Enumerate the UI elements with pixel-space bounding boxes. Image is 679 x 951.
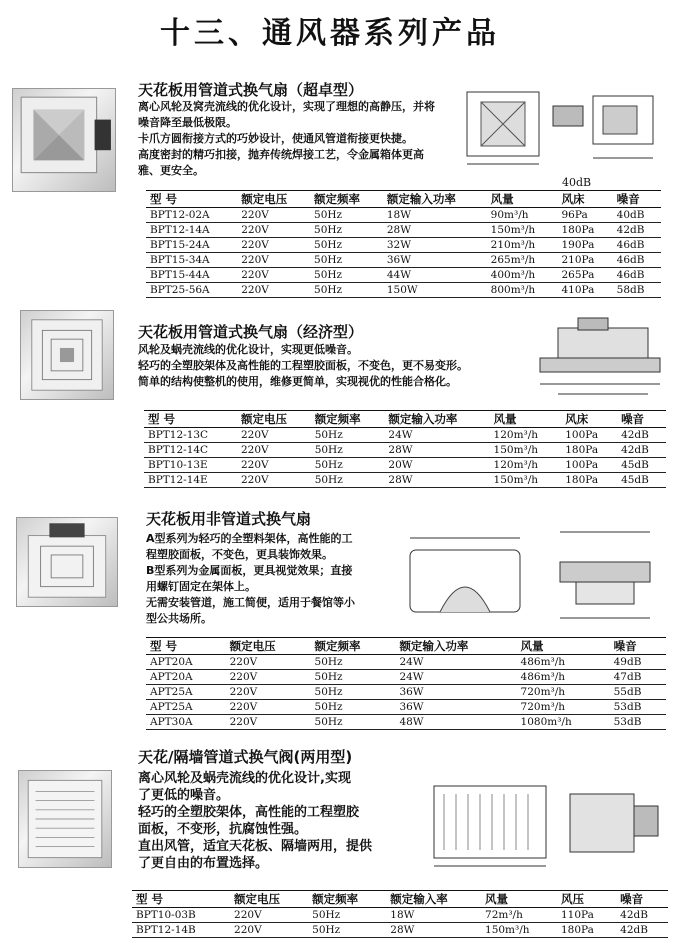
table-cell: 24W: [395, 670, 516, 685]
product-photo-3: [16, 517, 118, 607]
col-header: 额定频率: [311, 411, 385, 428]
table-cell: 50Hz: [311, 458, 385, 473]
desc-line: 面板，不变形，抗腐蚀性强。: [138, 822, 308, 837]
table-cell: 220V: [237, 428, 311, 443]
spec-table-3: [146, 637, 666, 730]
col-header: 风压: [557, 891, 616, 908]
section-desc-1: [138, 99, 458, 179]
table-cell: 220V: [237, 208, 310, 223]
table-header-row: [146, 638, 666, 655]
col-header: 型 号: [146, 191, 237, 208]
table-cell: 48W: [395, 715, 516, 730]
section-desc-3: [146, 531, 386, 627]
table-cell: 50Hz: [308, 923, 386, 938]
table-cell: 100Pa: [561, 428, 617, 443]
col-header: 风量: [517, 638, 610, 655]
desc-line: A型系列为轻巧的全塑料架体，高性能的工: [146, 532, 353, 545]
table-cell: 220V: [226, 670, 311, 685]
table-cell: 50Hz: [310, 283, 383, 298]
table-cell: 49dB: [610, 655, 666, 670]
table-row: [146, 715, 666, 730]
table-cell: 50Hz: [308, 908, 386, 923]
table-cell: 53dB: [610, 715, 666, 730]
desc-line: 噪音降至最低极限。: [138, 116, 237, 129]
product-photo-2: [20, 310, 114, 400]
desc-line: 轻巧的全塑胶架体，高性能的工程塑胶: [138, 805, 360, 820]
col-header: 额定输入功率: [383, 191, 487, 208]
table-cell: 20W: [384, 458, 489, 473]
col-header: 噪音: [616, 891, 668, 908]
table-cell: 36W: [383, 253, 487, 268]
table-cell: 24W: [395, 655, 516, 670]
table-row: [144, 473, 666, 488]
table-row: [146, 208, 661, 223]
col-header: 风量: [481, 891, 557, 908]
table-cell: 46dB: [613, 238, 661, 253]
table-cell: 36W: [395, 685, 516, 700]
table-cell: 44W: [383, 268, 487, 283]
section-desc-4: [138, 770, 408, 872]
table-cell: 120m³/h: [490, 428, 562, 443]
table-cell: APT20A: [146, 655, 226, 670]
desc-line: 无需安装管道，施工简便，适用于餐馆等小: [146, 596, 355, 609]
col-header: 风量: [487, 191, 558, 208]
table-row: [144, 428, 666, 443]
col-header: 风床: [557, 191, 612, 208]
table-cell: 410Pa: [557, 283, 612, 298]
desc-line: 简单的结构使整机的使用，维修更简单，实现视优的性能合格化。: [138, 375, 457, 388]
table-cell: 800m³/h: [487, 283, 558, 298]
table-cell: 110Pa: [557, 908, 616, 923]
desc-line: 型公共场所。: [146, 612, 212, 625]
table-row: [146, 283, 661, 298]
table-row: [146, 223, 661, 238]
table-cell: 28W: [384, 473, 489, 488]
dimension-diagram-3: [390, 522, 672, 632]
table-cell: 220V: [226, 715, 311, 730]
section-title-4: 天花/隔墙管道式换气阀(两用型): [138, 748, 353, 766]
table-cell: 210Pa: [557, 253, 612, 268]
col-header: 噪音: [617, 411, 666, 428]
table-cell: 50Hz: [311, 443, 385, 458]
table-cell: 50Hz: [311, 685, 396, 700]
table-cell: 220V: [237, 443, 311, 458]
product-photo-1: [12, 88, 116, 192]
table-row: [146, 655, 666, 670]
table-header-row: [132, 891, 668, 908]
col-header: 额定输入率: [386, 891, 481, 908]
desc-line: 离心风轮及窝壳流线的优化设计，实现了理想的高静压，并将: [138, 100, 435, 113]
col-header: 额定电压: [226, 638, 311, 655]
desc-line: 了更低的噪音。: [138, 788, 230, 803]
table-cell: 220V: [237, 458, 311, 473]
table-cell: BPT25-56A: [146, 283, 237, 298]
table-cell: BPT12-02A: [146, 208, 237, 223]
table-cell: APT25A: [146, 700, 226, 715]
table-cell: 18W: [383, 208, 487, 223]
table-cell: 50Hz: [311, 655, 396, 670]
col-header: 额定电压: [237, 191, 310, 208]
table-cell: BPT12-14C: [144, 443, 237, 458]
col-header: 额定频率: [310, 191, 383, 208]
table-cell: 150m³/h: [481, 923, 557, 938]
table-cell: 45dB: [617, 473, 666, 488]
table-cell: 50Hz: [310, 253, 383, 268]
table-cell: 220V: [226, 700, 311, 715]
section-title-1: 天花板用管道式换气扇（超卓型）: [138, 81, 364, 99]
desc-line: 直出风管，适宜天花板、隔墙两用，提供: [138, 839, 373, 854]
table-cell: 220V: [226, 655, 311, 670]
table-cell: BPT15-44A: [146, 268, 237, 283]
table-cell: 50Hz: [311, 473, 385, 488]
table-cell: 50Hz: [311, 670, 396, 685]
table-cell: BPT10-03B: [132, 908, 230, 923]
table-cell: 190Pa: [557, 238, 612, 253]
col-header: 额定频率: [308, 891, 386, 908]
table-cell: 90m³/h: [487, 208, 558, 223]
table-cell: 720m³/h: [517, 685, 610, 700]
table-cell: 46dB: [613, 268, 661, 283]
table-header-row: [146, 191, 661, 208]
col-header: 噪音: [613, 191, 661, 208]
desc-line: 雅、更安全。: [138, 164, 204, 177]
table-cell: 220V: [230, 923, 308, 938]
table-cell: 32W: [383, 238, 487, 253]
table-cell: BPT12-14B: [132, 923, 230, 938]
spec-table-1: [146, 190, 661, 298]
table-cell: 24W: [384, 428, 489, 443]
section-title-3: 天花板用非管道式换气扇: [146, 510, 312, 528]
table-cell: 50Hz: [310, 208, 383, 223]
table-cell: 180Pa: [561, 443, 617, 458]
table-cell: 55dB: [610, 685, 666, 700]
table-cell: 120m³/h: [490, 458, 562, 473]
table-cell: 50Hz: [310, 238, 383, 253]
dimension-diagram-2: [518, 308, 672, 400]
col-header: 风量: [490, 411, 562, 428]
table-cell: BPT10-13E: [144, 458, 237, 473]
table-cell: 150W: [383, 283, 487, 298]
table-cell: 28W: [384, 443, 489, 458]
col-header: 噪音: [610, 638, 666, 655]
col-header: 额定输入功率: [384, 411, 489, 428]
table-cell: APT30A: [146, 715, 226, 730]
table-cell: 210m³/h: [487, 238, 558, 253]
table-cell: 42dB: [616, 923, 668, 938]
table-cell: BPT12-14A: [146, 223, 237, 238]
table-cell: 36W: [395, 700, 516, 715]
table-cell: 42dB: [616, 908, 668, 923]
table-cell: BPT15-34A: [146, 253, 237, 268]
table-cell: 50Hz: [311, 715, 396, 730]
table-cell: 180Pa: [557, 923, 616, 938]
table-cell: 53dB: [610, 700, 666, 715]
table-cell: 486m³/h: [517, 670, 610, 685]
table-cell: 40dB: [613, 208, 661, 223]
table-cell: 220V: [237, 253, 310, 268]
table-cell: 265m³/h: [487, 253, 558, 268]
table-cell: 220V: [230, 908, 308, 923]
col-header: 额定输入功率: [395, 638, 516, 655]
section-desc-2: [138, 342, 518, 390]
table-row: [146, 700, 666, 715]
table-cell: 46dB: [613, 253, 661, 268]
table-cell: 180Pa: [561, 473, 617, 488]
col-header: 型 号: [146, 638, 226, 655]
table-cell: 400m³/h: [487, 268, 558, 283]
table-cell: 486m³/h: [517, 655, 610, 670]
col-header: 风床: [561, 411, 617, 428]
table-cell: 96Pa: [557, 208, 612, 223]
table-cell: 220V: [237, 223, 310, 238]
table-cell: 720m³/h: [517, 700, 610, 715]
table-cell: BPT12-14E: [144, 473, 237, 488]
col-header: 型 号: [144, 411, 237, 428]
desc-line: B型系列为金属面板，更具视觉效果；直接: [146, 564, 353, 577]
col-header: 型 号: [132, 891, 230, 908]
table-cell: 47dB: [610, 670, 666, 685]
col-header: 额定电压: [237, 411, 311, 428]
page-title: 十三、通风器系列产品: [160, 16, 500, 51]
diagram-caption-1: 40dB: [562, 176, 592, 189]
desc-line: 轻巧的全塑胶架体及高性能的工程塑胶面板，不变色，更不易变形。: [138, 359, 468, 372]
table-cell: 50Hz: [311, 700, 396, 715]
dimension-diagram-1: [453, 78, 671, 178]
desc-line: 离心风轮及蜗壳流线的优化设计,实现: [138, 771, 351, 786]
desc-line: 高度密封的精巧扣接，抛弃传统焊接工艺，令金属箱体更高: [138, 148, 424, 161]
table-cell: 42dB: [613, 223, 661, 238]
spec-table-4: [132, 890, 668, 938]
desc-line: 了更自由的布置选择。: [138, 856, 269, 871]
table-row: [146, 238, 661, 253]
table-header-row: [144, 411, 666, 428]
table-row: [144, 443, 666, 458]
table-cell: 42dB: [617, 443, 666, 458]
section-title-2: 天花板用管道式换气扇（经济型）: [138, 323, 364, 341]
table-cell: 50Hz: [310, 223, 383, 238]
product-photo-4: [18, 770, 112, 868]
table-cell: 50Hz: [311, 428, 385, 443]
table-cell: 72m³/h: [481, 908, 557, 923]
table-row: [144, 458, 666, 473]
table-cell: 220V: [237, 283, 310, 298]
spec-table-2: [144, 410, 666, 488]
table-row: [132, 908, 668, 923]
table-cell: 28W: [386, 923, 481, 938]
table-row: [146, 670, 666, 685]
table-cell: 100Pa: [561, 458, 617, 473]
table-cell: 50Hz: [310, 268, 383, 283]
table-cell: 220V: [237, 473, 311, 488]
table-row: [146, 253, 661, 268]
table-cell: 150m³/h: [490, 473, 562, 488]
table-cell: BPT12-13C: [144, 428, 237, 443]
col-header: 额定频率: [311, 638, 396, 655]
table-cell: 42dB: [617, 428, 666, 443]
table-cell: 18W: [386, 908, 481, 923]
table-cell: 220V: [226, 685, 311, 700]
table-cell: APT20A: [146, 670, 226, 685]
table-cell: 220V: [237, 268, 310, 283]
table-cell: 265Pa: [557, 268, 612, 283]
table-cell: 220V: [237, 238, 310, 253]
table-row: [146, 268, 661, 283]
table-row: [132, 923, 668, 938]
desc-line: 用螺钉固定在架体上。: [146, 580, 256, 593]
desc-line: 程塑胶面板，不变色，更具装饰效果。: [146, 548, 333, 561]
table-cell: BPT15-24A: [146, 238, 237, 253]
col-header: 额定电压: [230, 891, 308, 908]
table-cell: 45dB: [617, 458, 666, 473]
desc-line: 风轮及蜗壳流线的优化设计，实现更低噪音。: [138, 343, 358, 356]
table-cell: 58dB: [613, 283, 661, 298]
table-cell: 180Pa: [557, 223, 612, 238]
table-cell: APT25A: [146, 685, 226, 700]
table-row: [146, 685, 666, 700]
dimension-diagram-4: [420, 764, 672, 874]
table-cell: 150m³/h: [487, 223, 558, 238]
table-cell: 28W: [383, 223, 487, 238]
table-cell: 1080m³/h: [517, 715, 610, 730]
desc-line: 卡爪方圆衔接方式的巧妙设计，使通风管道衔接更快捷。: [138, 132, 413, 145]
table-cell: 150m³/h: [490, 443, 562, 458]
